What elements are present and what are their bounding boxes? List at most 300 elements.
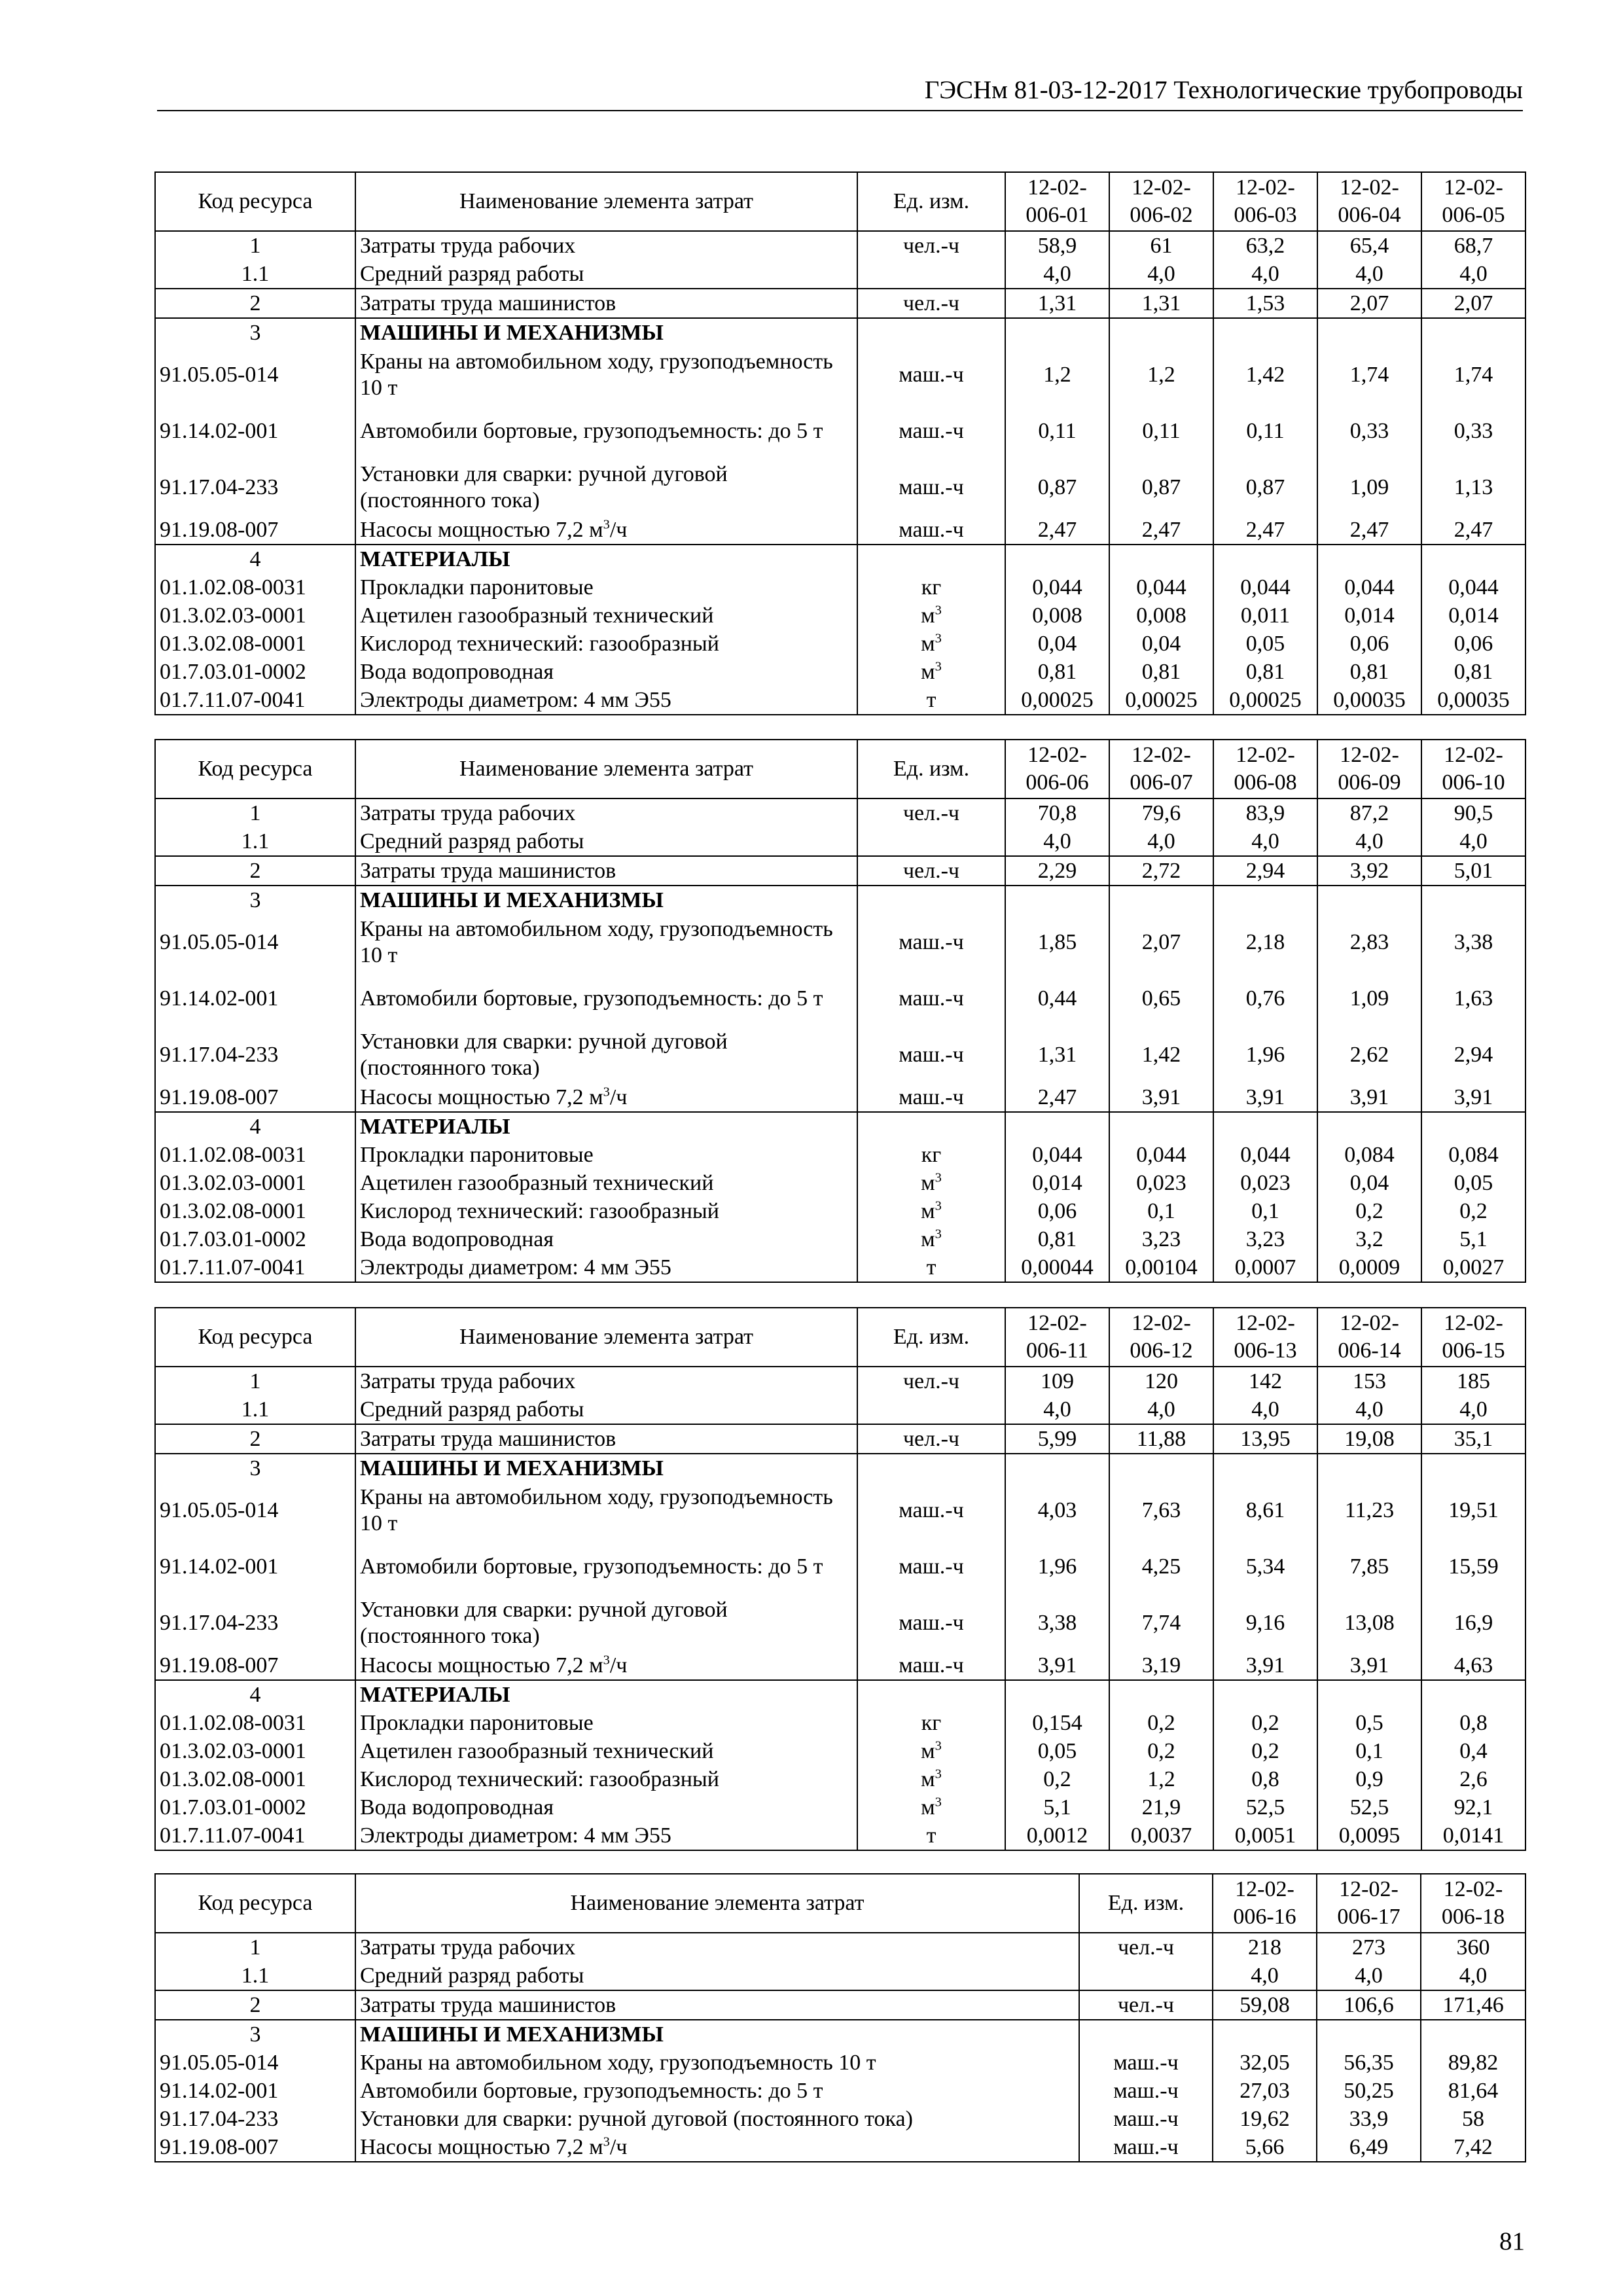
- rate-value: 0,1: [1317, 1737, 1421, 1765]
- resource-code: 01.3.02.08-0001: [155, 1765, 355, 1793]
- rate-value: 0,0051: [1213, 1821, 1317, 1850]
- resource-name: Средний разряд работы: [355, 827, 857, 856]
- rate-value: 0,044: [1109, 1141, 1213, 1169]
- rate-value: [1421, 545, 1525, 573]
- rate-value: 5,66: [1213, 2133, 1317, 2162]
- resource-code: 01.1.02.08-0031: [155, 1709, 355, 1737]
- rate-value: [1213, 1680, 1317, 1709]
- rate-value: 19,62: [1213, 2105, 1317, 2133]
- resource-name: Установки для сварки: ручной дуговой (постоянного тока): [355, 1595, 857, 1651]
- rate-value: 0,0027: [1421, 1253, 1525, 1282]
- rate-value: 0,33: [1421, 403, 1525, 459]
- table-row: [155, 886, 1525, 914]
- unit: [857, 1395, 1005, 1424]
- resource-code: 4: [155, 1680, 355, 1709]
- resource-name: Автомобили бортовые, грузоподъемность: до 5 т: [355, 1539, 857, 1595]
- resource-code: 01.7.11.07-0041: [155, 1253, 355, 1282]
- rate-value: 4,0: [1213, 827, 1317, 856]
- rate-value: 7,74: [1109, 1595, 1213, 1651]
- rate-value: 0,04: [1317, 1169, 1421, 1197]
- rate-value: 4,0: [1213, 260, 1317, 289]
- rate-value: [1421, 2020, 1525, 2049]
- rate-value: 0,00035: [1421, 686, 1525, 715]
- resource-name: Кислород технический: газообразный: [355, 1197, 857, 1225]
- unit: [857, 318, 1005, 347]
- rate-value: [1317, 1112, 1421, 1141]
- table-header-row: [155, 172, 1525, 231]
- rate-value: 0,1: [1109, 1197, 1213, 1225]
- rate-value: 0,1: [1213, 1197, 1317, 1225]
- resource-code: 1: [155, 1933, 355, 1962]
- table-row: [155, 516, 1525, 545]
- resource-code: 01.1.02.08-0031: [155, 1141, 355, 1169]
- rate-value: 0,2: [1005, 1765, 1109, 1793]
- resource-code: 01.3.02.08-0001: [155, 1197, 355, 1225]
- resource-name: МАШИНЫ И МЕХАНИЗМЫ: [355, 2020, 1079, 2049]
- rate-value: [1421, 1112, 1525, 1141]
- rate-value: 3,23: [1109, 1225, 1213, 1253]
- rate-value: 0,81: [1317, 658, 1421, 686]
- rate-value: 3,23: [1213, 1225, 1317, 1253]
- rate-value: 3,2: [1317, 1225, 1421, 1253]
- resource-name: Затраты труда рабочих: [355, 1933, 1079, 1962]
- column-header-rate: 12-02-006-02: [1109, 172, 1213, 231]
- resource-code: 91.14.02-001: [155, 403, 355, 459]
- rate-value: 0,00044: [1005, 1253, 1109, 1282]
- table-row: [155, 856, 1525, 886]
- table-row: [155, 1225, 1525, 1253]
- unit: [1079, 1962, 1213, 1990]
- rate-value: 2,07: [1317, 289, 1421, 318]
- column-header-rate: 12-02-006-11: [1005, 1308, 1109, 1367]
- resource-name: МАШИНЫ И МЕХАНИЗМЫ: [355, 1454, 857, 1482]
- table-row: [155, 403, 1525, 459]
- unit: т: [857, 686, 1005, 715]
- rate-value: 1,2: [1109, 1765, 1213, 1793]
- rate-value: 2,18: [1213, 914, 1317, 971]
- resource-code: 3: [155, 886, 355, 914]
- rate-value: 4,0: [1005, 260, 1109, 289]
- rate-value: 0,00104: [1109, 1253, 1213, 1282]
- column-header-rate: 12-02-006-01: [1005, 172, 1109, 231]
- rate-value: 4,0: [1109, 260, 1213, 289]
- table-row: [155, 2105, 1525, 2133]
- rate-value: 4,0: [1421, 1962, 1525, 1990]
- column-header-rate: 12-02-006-15: [1421, 1308, 1525, 1367]
- rate-value: 2,47: [1421, 516, 1525, 545]
- rate-value: 0,04: [1005, 630, 1109, 658]
- table-row: [155, 798, 1525, 827]
- column-header-rate: 12-02-006-10: [1421, 740, 1525, 798]
- rate-value: 0,0141: [1421, 1821, 1525, 1850]
- rate-value: 4,0: [1317, 827, 1421, 856]
- resource-table: [154, 1873, 1526, 2162]
- rate-value: 1,09: [1317, 459, 1421, 516]
- resource-name: Электроды диаметром: 4 мм Э55: [355, 1821, 857, 1850]
- resource-name: Затраты труда машинистов: [355, 856, 857, 886]
- table-row: [155, 1169, 1525, 1197]
- resource-name: Затраты труда рабочих: [355, 798, 857, 827]
- rate-value: [1005, 318, 1109, 347]
- rate-value: 4,63: [1421, 1651, 1525, 1680]
- rate-value: 2,94: [1421, 1027, 1525, 1083]
- resource-code: 91.19.08-007: [155, 516, 355, 545]
- table-row: [155, 1083, 1525, 1112]
- unit: чел.-ч: [1079, 1933, 1213, 1962]
- rate-value: 2,47: [1213, 516, 1317, 545]
- rate-value: 0,044: [1005, 573, 1109, 601]
- resource-code: 91.05.05-014: [155, 1482, 355, 1539]
- rate-value: [1213, 318, 1317, 347]
- unit: $м^3$: [857, 1225, 1005, 1253]
- rate-value: [1421, 1680, 1525, 1709]
- rate-value: 4,0: [1109, 827, 1213, 856]
- rate-value: 70,8: [1005, 798, 1109, 827]
- unit: кг: [857, 1141, 1005, 1169]
- column-header-code: Код ресурса: [155, 740, 355, 798]
- rate-value: [1109, 318, 1213, 347]
- rate-value: 2,07: [1421, 289, 1525, 318]
- rate-value: 1,13: [1421, 459, 1525, 516]
- rate-value: 1,85: [1005, 914, 1109, 971]
- resource-code: 1.1: [155, 1395, 355, 1424]
- rate-value: 0,154: [1005, 1709, 1109, 1737]
- rate-value: 0,11: [1109, 403, 1213, 459]
- unit: [857, 260, 1005, 289]
- rate-value: 171,46: [1421, 1990, 1525, 2020]
- table-row: [155, 630, 1525, 658]
- resource-name: Электроды диаметром: 4 мм Э55: [355, 1253, 857, 1282]
- table-row: [155, 1933, 1525, 1962]
- unit: $м^3$: [857, 1765, 1005, 1793]
- resource-code: 4: [155, 1112, 355, 1141]
- table-row: [155, 1709, 1525, 1737]
- resource-name: Автомобили бортовые, грузоподъемность: до 5 т: [355, 971, 857, 1027]
- rate-value: [1213, 1454, 1317, 1482]
- unit: чел.-ч: [857, 1367, 1005, 1395]
- rate-value: 19,08: [1317, 1424, 1421, 1454]
- resource-name: Прокладки паронитовые: [355, 1709, 857, 1737]
- rate-value: 0,81: [1213, 658, 1317, 686]
- rate-value: 87,2: [1317, 798, 1421, 827]
- rate-value: [1213, 545, 1317, 573]
- rate-value: 2,47: [1317, 516, 1421, 545]
- rate-value: 21,9: [1109, 1793, 1213, 1821]
- table-row: [155, 1253, 1525, 1282]
- resource-name: Средний разряд работы: [355, 260, 857, 289]
- resource-code: 1.1: [155, 1962, 355, 1990]
- rate-value: 1,63: [1421, 971, 1525, 1027]
- rate-value: 4,0: [1005, 1395, 1109, 1424]
- resource-name: Ацетилен газообразный технический: [355, 1737, 857, 1765]
- rate-value: 81,64: [1421, 2077, 1525, 2105]
- rate-value: 19,51: [1421, 1482, 1525, 1539]
- unit: маш.-ч: [857, 459, 1005, 516]
- table-row: [155, 347, 1525, 403]
- column-header-rate: 12-02-006-09: [1317, 740, 1421, 798]
- unit: маш.-ч: [857, 1482, 1005, 1539]
- rate-value: 1,2: [1109, 347, 1213, 403]
- unit: маш.-ч: [1079, 2049, 1213, 2077]
- resource-code: 3: [155, 1454, 355, 1482]
- rate-value: 4,0: [1213, 1962, 1317, 1990]
- rate-value: 0,2: [1109, 1737, 1213, 1765]
- rate-value: 0,00035: [1317, 686, 1421, 715]
- unit: [857, 545, 1005, 573]
- resource-name: Краны на автомобильном ходу, грузоподъемность 10 т: [355, 347, 857, 403]
- rate-value: [1317, 1680, 1421, 1709]
- rate-value: 0,81: [1421, 658, 1525, 686]
- unit: маш.-ч: [857, 403, 1005, 459]
- rate-value: 0,8: [1213, 1765, 1317, 1793]
- rate-value: 4,0: [1005, 827, 1109, 856]
- resource-code: 01.3.02.03-0001: [155, 601, 355, 630]
- resource-code: 1: [155, 798, 355, 827]
- rate-value: 1,74: [1421, 347, 1525, 403]
- rate-value: 35,1: [1421, 1424, 1525, 1454]
- resource-code: 1: [155, 1367, 355, 1395]
- table-row: [155, 1454, 1525, 1482]
- rate-value: 8,61: [1213, 1482, 1317, 1539]
- column-header-rate: 12-02-006-05: [1421, 172, 1525, 231]
- resource-code: 01.3.02.08-0001: [155, 630, 355, 658]
- rate-value: 3,91: [1213, 1651, 1317, 1680]
- unit: [857, 1454, 1005, 1482]
- rate-value: 0,81: [1005, 658, 1109, 686]
- unit: маш.-ч: [857, 1083, 1005, 1112]
- resource-name: Краны на автомобильном ходу, грузоподъемность 10 т: [355, 2049, 1079, 2077]
- rate-value: 185: [1421, 1367, 1525, 1395]
- rate-value: 11,88: [1109, 1424, 1213, 1454]
- rate-value: 1,31: [1109, 289, 1213, 318]
- resource-code: 1.1: [155, 260, 355, 289]
- rate-value: 0,0037: [1109, 1821, 1213, 1850]
- column-header-code: Код ресурса: [155, 172, 355, 231]
- resource-name: МАТЕРИАЛЫ: [355, 1112, 857, 1141]
- resource-name: Насосы мощностью 7,2 $м^3/ч$: [355, 1651, 857, 1680]
- column-header-rate: 12-02-006-03: [1213, 172, 1317, 231]
- column-header-code: Код ресурса: [155, 1874, 355, 1933]
- column-header-unit: Ед. изм.: [1079, 1874, 1213, 1933]
- rate-value: 273: [1317, 1933, 1421, 1962]
- rate-value: [1317, 1454, 1421, 1482]
- column-header-name: Наименование элемента затрат: [355, 172, 857, 231]
- table-row: [155, 318, 1525, 347]
- resource-code: 91.19.08-007: [155, 1651, 355, 1680]
- unit: кг: [857, 573, 1005, 601]
- rate-value: 13,08: [1317, 1595, 1421, 1651]
- resource-name: Вода водопроводная: [355, 1793, 857, 1821]
- table-row: [155, 573, 1525, 601]
- rate-value: 3,38: [1421, 914, 1525, 971]
- resource-code: 01.7.03.01-0002: [155, 1225, 355, 1253]
- rate-value: 0,81: [1109, 658, 1213, 686]
- rate-value: [1213, 1112, 1317, 1141]
- rate-value: 0,044: [1317, 573, 1421, 601]
- rate-value: [1421, 318, 1525, 347]
- table-row: [155, 1395, 1525, 1424]
- rate-value: 0,044: [1005, 1141, 1109, 1169]
- unit: $м^3$: [857, 601, 1005, 630]
- column-header-rate: 12-02-006-16: [1213, 1874, 1317, 1933]
- rate-value: 3,91: [1109, 1083, 1213, 1112]
- resource-name: Автомобили бортовые, грузоподъемность: до 5 т: [355, 403, 857, 459]
- unit: маш.-ч: [857, 1539, 1005, 1595]
- rate-value: 0,81: [1005, 1225, 1109, 1253]
- rate-value: 218: [1213, 1933, 1317, 1962]
- resource-name: Насосы мощностью 7,2 $м^3/ч$: [355, 516, 857, 545]
- rate-value: 0,4: [1421, 1737, 1525, 1765]
- rate-value: 0,05: [1213, 630, 1317, 658]
- resource-name: Вода водопроводная: [355, 1225, 857, 1253]
- rate-value: 3,91: [1005, 1651, 1109, 1680]
- table-row: [155, 2049, 1525, 2077]
- rate-value: 0,044: [1421, 573, 1525, 601]
- rate-value: [1213, 2020, 1317, 2049]
- rate-value: 0,044: [1109, 573, 1213, 601]
- table-row: [155, 1482, 1525, 1539]
- resource-code: 91.14.02-001: [155, 971, 355, 1027]
- unit: $м^3$: [857, 1197, 1005, 1225]
- rate-value: 0,2: [1213, 1737, 1317, 1765]
- rate-value: 4,0: [1421, 827, 1525, 856]
- unit: чел.-ч: [857, 1424, 1005, 1454]
- resource-code: 01.7.11.07-0041: [155, 686, 355, 715]
- resource-name: Насосы мощностью 7,2 $м^3/ч$: [355, 2133, 1079, 2162]
- table-row: [155, 1595, 1525, 1651]
- rate-value: 13,95: [1213, 1424, 1317, 1454]
- rate-value: 52,5: [1317, 1793, 1421, 1821]
- unit: $м^3$: [857, 1737, 1005, 1765]
- column-header-name: Наименование элемента затрат: [355, 1874, 1079, 1933]
- rate-value: [1317, 886, 1421, 914]
- unit: [857, 1112, 1005, 1141]
- resource-code: 3: [155, 2020, 355, 2049]
- rate-value: [1005, 1680, 1109, 1709]
- resource-code: 91.17.04-233: [155, 1595, 355, 1651]
- table-row: [155, 1027, 1525, 1083]
- rate-value: 2,47: [1005, 516, 1109, 545]
- rate-value: 0,044: [1213, 1141, 1317, 1169]
- rate-value: 0,44: [1005, 971, 1109, 1027]
- resource-code: 91.19.08-007: [155, 1083, 355, 1112]
- resource-code: 01.1.02.08-0031: [155, 573, 355, 601]
- rate-value: 63,2: [1213, 231, 1317, 260]
- rate-value: [1005, 1454, 1109, 1482]
- rate-value: 1,96: [1213, 1027, 1317, 1083]
- rate-value: 58,9: [1005, 231, 1109, 260]
- rate-value: 0,044: [1213, 573, 1317, 601]
- rate-value: 6,49: [1317, 2133, 1421, 2162]
- rate-value: 1,96: [1005, 1539, 1109, 1595]
- rate-value: 0,014: [1317, 601, 1421, 630]
- resource-code: 91.14.02-001: [155, 2077, 355, 2105]
- unit: маш.-ч: [1079, 2133, 1213, 2162]
- resource-code: 3: [155, 318, 355, 347]
- rate-value: [1317, 318, 1421, 347]
- rate-value: 52,5: [1213, 1793, 1317, 1821]
- rate-value: 0,06: [1317, 630, 1421, 658]
- rate-value: 0,2: [1109, 1709, 1213, 1737]
- table-row: [155, 1990, 1525, 2020]
- rate-value: 0,084: [1421, 1141, 1525, 1169]
- rate-value: 4,0: [1421, 1395, 1525, 1424]
- rate-value: 59,08: [1213, 1990, 1317, 2020]
- rate-value: 65,4: [1317, 231, 1421, 260]
- unit: т: [857, 1821, 1005, 1850]
- resource-name: Ацетилен газообразный технический: [355, 601, 857, 630]
- rate-value: 0,0095: [1317, 1821, 1421, 1850]
- column-header-name: Наименование элемента затрат: [355, 1308, 857, 1367]
- unit: маш.-ч: [857, 971, 1005, 1027]
- rate-value: 50,25: [1317, 2077, 1421, 2105]
- unit: чел.-ч: [857, 289, 1005, 318]
- rate-value: 360: [1421, 1933, 1525, 1962]
- resource-name: Средний разряд работы: [355, 1395, 857, 1424]
- resource-code: 01.7.03.01-0002: [155, 1793, 355, 1821]
- resource-code: 01.3.02.03-0001: [155, 1169, 355, 1197]
- rate-value: 4,0: [1317, 1395, 1421, 1424]
- rate-value: 142: [1213, 1367, 1317, 1395]
- resource-name: Затраты труда машинистов: [355, 1990, 1079, 2020]
- rate-value: [1317, 2020, 1421, 2049]
- column-header-rate: 12-02-006-18: [1421, 1874, 1525, 1933]
- rate-value: 5,99: [1005, 1424, 1109, 1454]
- rate-value: 3,92: [1317, 856, 1421, 886]
- table-row: [155, 1737, 1525, 1765]
- rate-value: 61: [1109, 231, 1213, 260]
- rate-value: 4,25: [1109, 1539, 1213, 1595]
- rate-value: 27,03: [1213, 2077, 1317, 2105]
- table-row: [155, 289, 1525, 318]
- resource-table: [154, 739, 1526, 1283]
- rate-value: [1109, 886, 1213, 914]
- rate-value: [1317, 545, 1421, 573]
- rate-value: 7,85: [1317, 1539, 1421, 1595]
- rate-value: 0,11: [1213, 403, 1317, 459]
- resource-name: Прокладки паронитовые: [355, 1141, 857, 1169]
- rate-value: 83,9: [1213, 798, 1317, 827]
- rate-value: 0,06: [1005, 1197, 1109, 1225]
- column-header-rate: 12-02-006-06: [1005, 740, 1109, 798]
- rate-value: 0,00025: [1109, 686, 1213, 715]
- rate-value: 153: [1317, 1367, 1421, 1395]
- column-header-unit: Ед. изм.: [857, 172, 1005, 231]
- unit: чел.-ч: [857, 798, 1005, 827]
- rate-value: 109: [1005, 1367, 1109, 1395]
- rate-value: 2,83: [1317, 914, 1421, 971]
- resource-code: 01.7.11.07-0041: [155, 1821, 355, 1850]
- rate-value: [1005, 545, 1109, 573]
- rate-value: 1,53: [1213, 289, 1317, 318]
- table-row: [155, 971, 1525, 1027]
- table-row: [155, 1367, 1525, 1395]
- table-row: [155, 1793, 1525, 1821]
- rate-value: 0,0012: [1005, 1821, 1109, 1850]
- table-row: [155, 601, 1525, 630]
- resource-code: 4: [155, 545, 355, 573]
- rate-value: 7,63: [1109, 1482, 1213, 1539]
- rate-value: 1,2: [1005, 347, 1109, 403]
- table-row: [155, 459, 1525, 516]
- rate-value: 92,1: [1421, 1793, 1525, 1821]
- column-header-rate: 12-02-006-13: [1213, 1308, 1317, 1367]
- resource-code: 91.05.05-014: [155, 914, 355, 971]
- resource-name: Кислород технический: газообразный: [355, 630, 857, 658]
- table-row: [155, 1680, 1525, 1709]
- rate-value: [1109, 1680, 1213, 1709]
- rate-value: 0,87: [1005, 459, 1109, 516]
